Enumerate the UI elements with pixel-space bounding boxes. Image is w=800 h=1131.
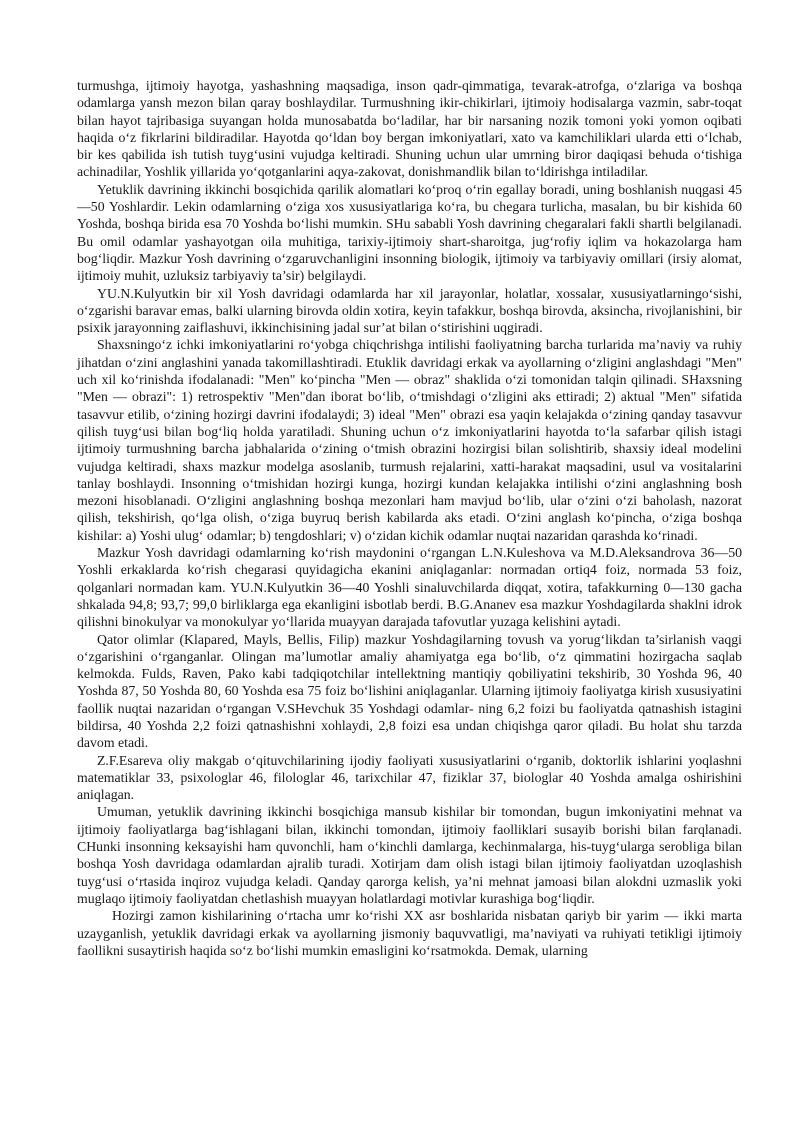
paragraph-8: Umuman, yetuklik davrining ikkinchi bosqichiga mansub kishilar bir tomondan, bugun imkoniyatini mehnat va ijtimoiy faoliyatlarga bag‘ishlagani bilan, ikkinchi tomondan, ijtimoiy faolliklari susayib borishi bilan farqlanadi. CHunki insonning keksayishi ham quvonchli, ham o‘kinchli damlarga, kechinmalarga, his-tuyg‘ularga serobliga bilan boshqa Yosh davridaga odamlardan ajralib turadi. Xotirjam dam olish istagi bilan ijtimoiy faoliyatdan uzoqlashish tuyg‘usi o‘rtasida inqiroz vujudga keladi. Qanday qarorga kelish, ya’ni mehnat jamoasi bilan alokdni uzmaslik yoki muglaqo ijtimoiy faoliyatdan chetlashish muayyan holatlardagi motivlar kurashiga bog‘liqdir. [77,804,742,906]
paragraph-2: Yetuklik davrining ikkinchi bosqichida qarilik alomatlari ko‘proq o‘rin egallay boradi, uning boshlanish nuqgasi 45—50 Yoshlardir. Lekin odamlarning o‘ziga xos xususiyatlariga ko‘ra, bu chegara turlicha, masalan, bu bir kishida 60 Yoshda, boshqa birida esa 70 Yoshda bo‘lishi mumkin. SHu sababli Yosh davrining chegaralari fakli shartli belgilanadi. Bu omil odamlar yashayotgan oila muhitiga, tarixiy-ijtimoiy shart-sharoitga, jug‘rofiy iqlim va hokazolarga ham bog‘liqdir. Mazkur Yosh davrining o‘zgaruvchanligini insonning biologik, ijtimoiy va tarbiyaviy omillari (irsiy alomat, ijtimoiy muhit, uzluksiz tarbiyaviy ta’sir) belgilaydi. [77,181,742,284]
paragraph-9: Hozirgi zamon kishilarining o‘rtacha umr ko‘rishi XX asr boshlarida nisbatan qariyb bir yarim — ikki marta uzayganlish, yetuklik davridagi erkak va ayollarning jismoniy baquvvatligi, ma’naviyati va ruhiyati tetikligi ijtimoiy faollikni susaytirish haqida so‘z bo‘lishi mumkin emasligini ko‘rsatmokda. Demak, ularning [77,908,742,958]
paragraph-4: Shaxsningo‘z ichki imkoniyatlarini ro‘yobga chiqchrishga intilishi faoliyatning barcha turlarida ma’naviy va ruhiy jihatdan o‘zini anglashini yanada takomillashtiradi. Etuklik davridagi erkak va ayollarning o‘zligini anglashdagi "Men" uch xil ko‘rinishda ifodalanadi: "Men" ko‘pincha "Men — obraz" shaklida o‘zi tomonidan talqin qilinadi. SHaxsning "Men — obrazi": 1) retrospektiv "Men"dan iborat bo‘lib, o‘tmishdagi o‘zligini aks ettiradi; 2) aktual "Men" sifatida tasavvur etilib, o‘zining hozirgi davrini ifodalaydi; 3) ideal "Men" obrazi esa yaqin kelajakda o‘zining qanday tasavvur qilish tuyg‘usi bilan bog‘liq holda yaratiladi. Shuning uchun o‘z imkoniyatlarini hayotda to‘la safarbar qilish istagi ijtimoiy turmushning barcha jabhalarida o‘zining o‘tmish obrazini hozirgisi bilan solishtirib, shaxsiy ideal modelini vujudga keltiradi, shaxs mazkur modelga asoslanib, turmush rejalarini, xatti-harakat maqsadini, usul va vositalarini tanlay boshlaydi. Insonning o‘tmishidan hozirgi kunga, hozirgi kundan kelajakka intilishi o‘zini anglashning bosh mezoni hisoblanadi. O‘zligini anglashning boshqa mezonlari ham mavjud bo‘lib, ular o‘zini o‘zi baholash, nazorat qilish, tekshirish, qo‘lga olish, o‘ziga buyruq berish kabilarda aks etadi. O‘zini anglash ko‘pincha, o‘ziga boshqa kishilar: a) Yoshi ulug‘ odamlar; b) tengdoshlari; v) o‘zidan kichik odamlar nuqtai nazaridan qarashda ko‘rinadi. [77,337,742,543]
paragraph-3: YU.N.Kulyutkin bir xil Yosh davridagi odamlarda har xil jarayonlar, holatlar, xossalar, xususiyatlarningo‘sishi, o‘zgarishi baravar emas, balki ularning birovda oldin xotira, keyin tafakkur, boshqa birovda, aksincha, rivojlanishini, bir psixik jarayonning zaiflashuvi, ikkinchisining jadal sur’at bilan o‘stirishini uqgiradi. [77,285,742,336]
paragraph-7: Z.F.Esareva oliy makgab o‘qituvchilarining ijodiy faoliyati xususiyatlarini o‘rganib, doktorlik ishlarini yoqlashni matematiklar 33, psixologlar 46, filologlar 46, tarixchilar 47, fiziklar 37, biologlar 40 Yoshda amalga oshirishini aniqlagan. [77,752,742,803]
paragraph-6: Qator olimlar (Klapared, Mayls, Bellis, Filip) mazkur Yoshdagilarning tovush va yorug‘likdan ta’sirlanish vaqgi o‘zgarishini o‘rganganlar. Olingan ma’lumotlar amaliy ahamiyatga ega bo‘lib, o‘z qimmatini hozirgacha saqlab kelmokda. Fulds, Raven, Pako kabi tadqiqotchilar intellektning mantiqiy qobiliyatini tekshirib, 30 Yoshda 96, 40 Yoshda 87, 50 Yoshda 80, 60 Yoshda esa 75 foiz bo‘lishini aniqlaganlar. Ularning ijtimoiy faoliyatga kirish xususiyatini faollik nuqtai nazaridan o‘rgangan V.SHevchuk 35 Yoshdagi odamlar- ning 6,2 foizi bu faoliyatda qatnashish istagini bildirsa, 40 Yoshda 2,2 foizi qatnashishni xohlaydi, 2,8 foizi esa undan chiqishga qaror qiladi. Bu holat shu tarzda davom etadi. [77,631,742,751]
paragraph-5: Mazkur Yosh davridagi odamlarning ko‘rish maydonini o‘rgangan L.N.Kuleshova va M.D.Aleksandrova 36—50 Yoshli erkaklarda ko‘rish chegarasi quyidagicha ekanini aniqlaganlar: normadan ortiq4 foiz, normada 53 foiz, qolganlari normadan kam. YU.N.Kulyutkin 36—40 Yoshli sinaluvchilarda diqqat, xotira, tafakkurning 0—130 gacha shkalada 94,8; 93,7; 99,0 birliklarga ega ekanligini isbotlab berdi. B.G.Ananev esa mazkur Yoshdagilarda shaklni idrok qilishni binokulyar va monokulyar yo‘llarida muayyan darajada tafovutlar yuzaga kelishini aytadi. [77,545,742,630]
paragraph-1: turmushga, ijtimoiy hayotga, yashashning maqsadiga, inson qadr-qimmatiga, tevarak-atrofga, o‘zlariga va boshqa odamlarga yansh mezon bilan qaray boshlaydilar. Turmushning ikir-chikirlari, ijtimoiy hodisalarga vazmin, sabr-toqat bilan hayot tajribasiga suyangan holda munosabatda bo‘ladilar, har bir narsaning nozik tomoni yoki yomon oqibati haqida o‘z fikrlarini bildiradilar. Hayotda qo‘ldan boy bergan imkoniyatlari, xato va kamchiliklari ularda etti o‘lchab, bir kes qabilida ish tutish tuyg‘usini vujudga keltiradi. Shuning uchun ular umrning biror daqiqasi behuda o‘tishiga achinadilar, Yoshlik yillarida yo‘qotganlarini aqya-zakovat, donishmandlik bilan to‘ldirishga intiladilar. [77,78,742,180]
